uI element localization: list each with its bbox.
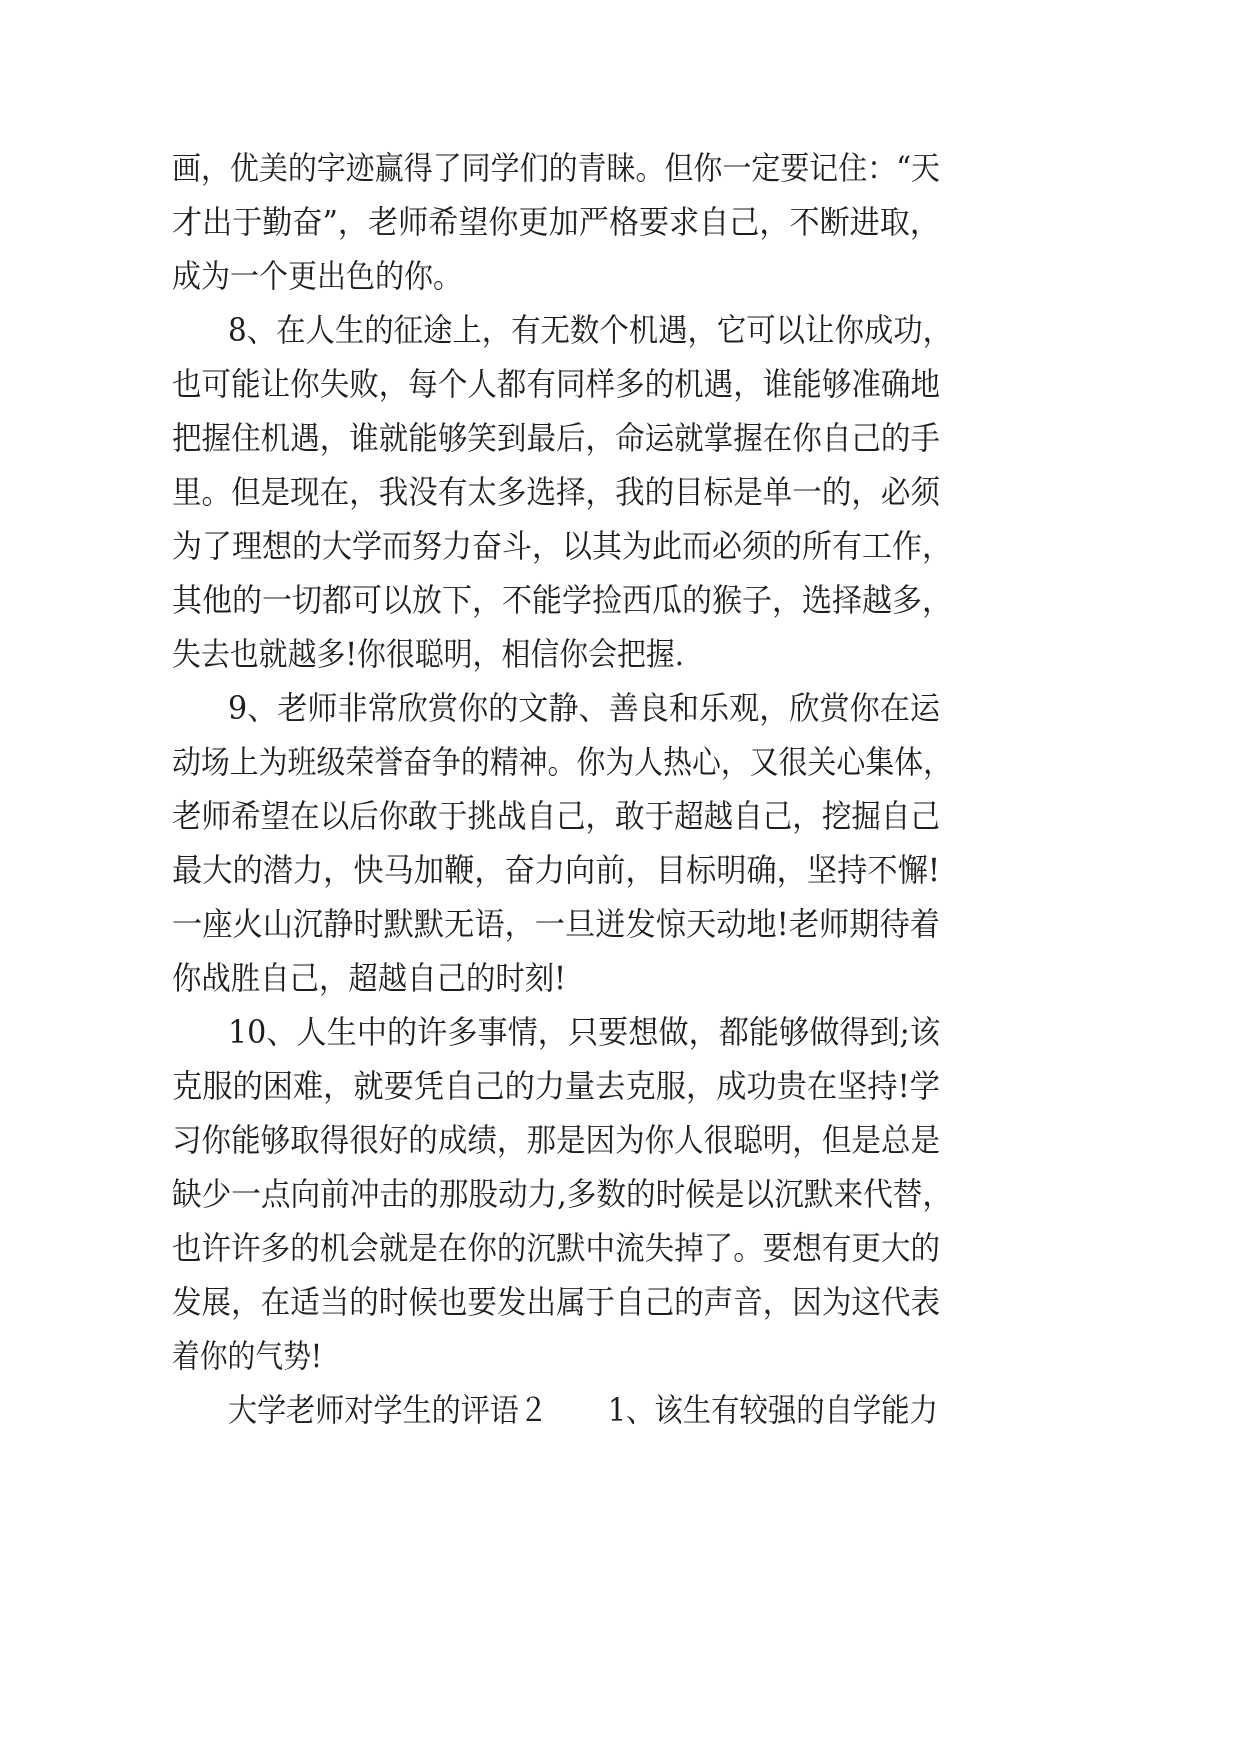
text-line-3: [0, 246, 1241, 306]
text-line-9-content: 其他的一切都可以放下，不能学捡西瓜的猴子，选择越多，: [172, 581, 952, 619]
text-line-20: [0, 1164, 1241, 1224]
text-line-14-content: 最大的潜力，快马加鞭，奋力向前，目标明确，坚持不懈!: [172, 851, 940, 889]
text-line-2: [0, 192, 1241, 252]
text-line-24-content: 1、该生有较强的自学能力: [608, 1391, 938, 1429]
text-line-23: [0, 1326, 1241, 1386]
text-line-22: [0, 1272, 1241, 1332]
text-line-4: [0, 300, 1241, 360]
text-line-9: [0, 570, 1241, 630]
text-line-21-content: 也许许多的机会就是在你的沉默中流失掉了。要想有更大的: [172, 1229, 940, 1267]
text-line-12: [0, 732, 1241, 792]
text-line-3-content: 成为一个更出色的你。: [172, 257, 462, 295]
text-line-11-content: 9、老师非常欣赏你的文静、善良和乐观，欣赏你在运: [228, 689, 940, 727]
text-line-12-content: 动场上为班级荣誉奋争的精神。你为人热心，又很关心集体，: [172, 743, 952, 781]
text-line-8-content: 为了理想的大学而努力奋斗，以其为此而必须的所有工作，: [172, 527, 952, 565]
text-line-19-content: 习你能够取得很好的成绩，那是因为你人很聪明，但是总是: [172, 1121, 940, 1159]
text-line-10-content: 失去也就越多!你很聪明，相信你会把握.: [172, 635, 684, 673]
text-line-17: [0, 1002, 1241, 1062]
text-line-5: [0, 354, 1241, 414]
text-line-18: [0, 1056, 1241, 1116]
text-line-15-content: 一座火山沉静时默默无语，一旦迸发惊天动地!老师期待着: [172, 905, 940, 943]
text-line-7-content: 里。但是现在，我没有太多选择，我的目标是单一的，必须: [172, 473, 940, 511]
text-line-2-content: 才出于勤奋”，老师希望你更加严格要求自己，不断进取，: [172, 203, 940, 241]
text-line-6: [0, 408, 1241, 468]
text-line-1-content: 画，优美的字迹赢得了同学们的青睐。但你一定要记住：“天: [172, 149, 940, 187]
text-line-22-content: 发展，在适当的时候也要发出属于自己的声音，因为这代表: [172, 1283, 940, 1321]
text-line-15: [0, 894, 1241, 954]
text-line-18-content: 克服的困难，就要凭自己的力量去克服，成功贵在坚持!学: [172, 1067, 940, 1105]
text-line-4-content: 8、在人生的征途上，有无数个机遇，它可以让你成功，: [228, 311, 952, 349]
text-line-7: [0, 462, 1241, 522]
text-line-6-content: 把握住机遇，谁就能够笑到最后，命运就掌握在你自己的手: [172, 419, 940, 457]
text-line-1: [0, 138, 1241, 198]
text-line-16-content: 你战胜自己，超越自己的时刻!: [172, 959, 566, 997]
text-line-14: [0, 840, 1241, 900]
text-line-11: [0, 678, 1241, 738]
text-line-8: [0, 516, 1241, 576]
text-line-17-content: 10、人生中的许多事情，只要想做，都能够做得到;该: [228, 1013, 940, 1051]
text-line-20-content: 缺少一点向前冲击的那股动力,多数的时候是以沉默来代替，: [172, 1175, 952, 1213]
text-line-23-content: 着你的气势!: [172, 1337, 322, 1375]
text-line-13-content: 老师希望在以后你敢于挑战自己，敢于超越自己，挖掘自己: [172, 797, 940, 835]
text-line-13: [0, 786, 1241, 846]
text-line-10: [0, 624, 1241, 684]
text-line-16: [0, 948, 1241, 1008]
section-heading: 大学老师对学生的评语２: [228, 1391, 548, 1429]
text-line-19: [0, 1110, 1241, 1170]
text-line-5-content: 也可能让你失败，每个人都有同样多的机遇，谁能够准确地: [172, 365, 940, 403]
text-line-21: [0, 1218, 1241, 1278]
text-line-24: [0, 1380, 1241, 1440]
